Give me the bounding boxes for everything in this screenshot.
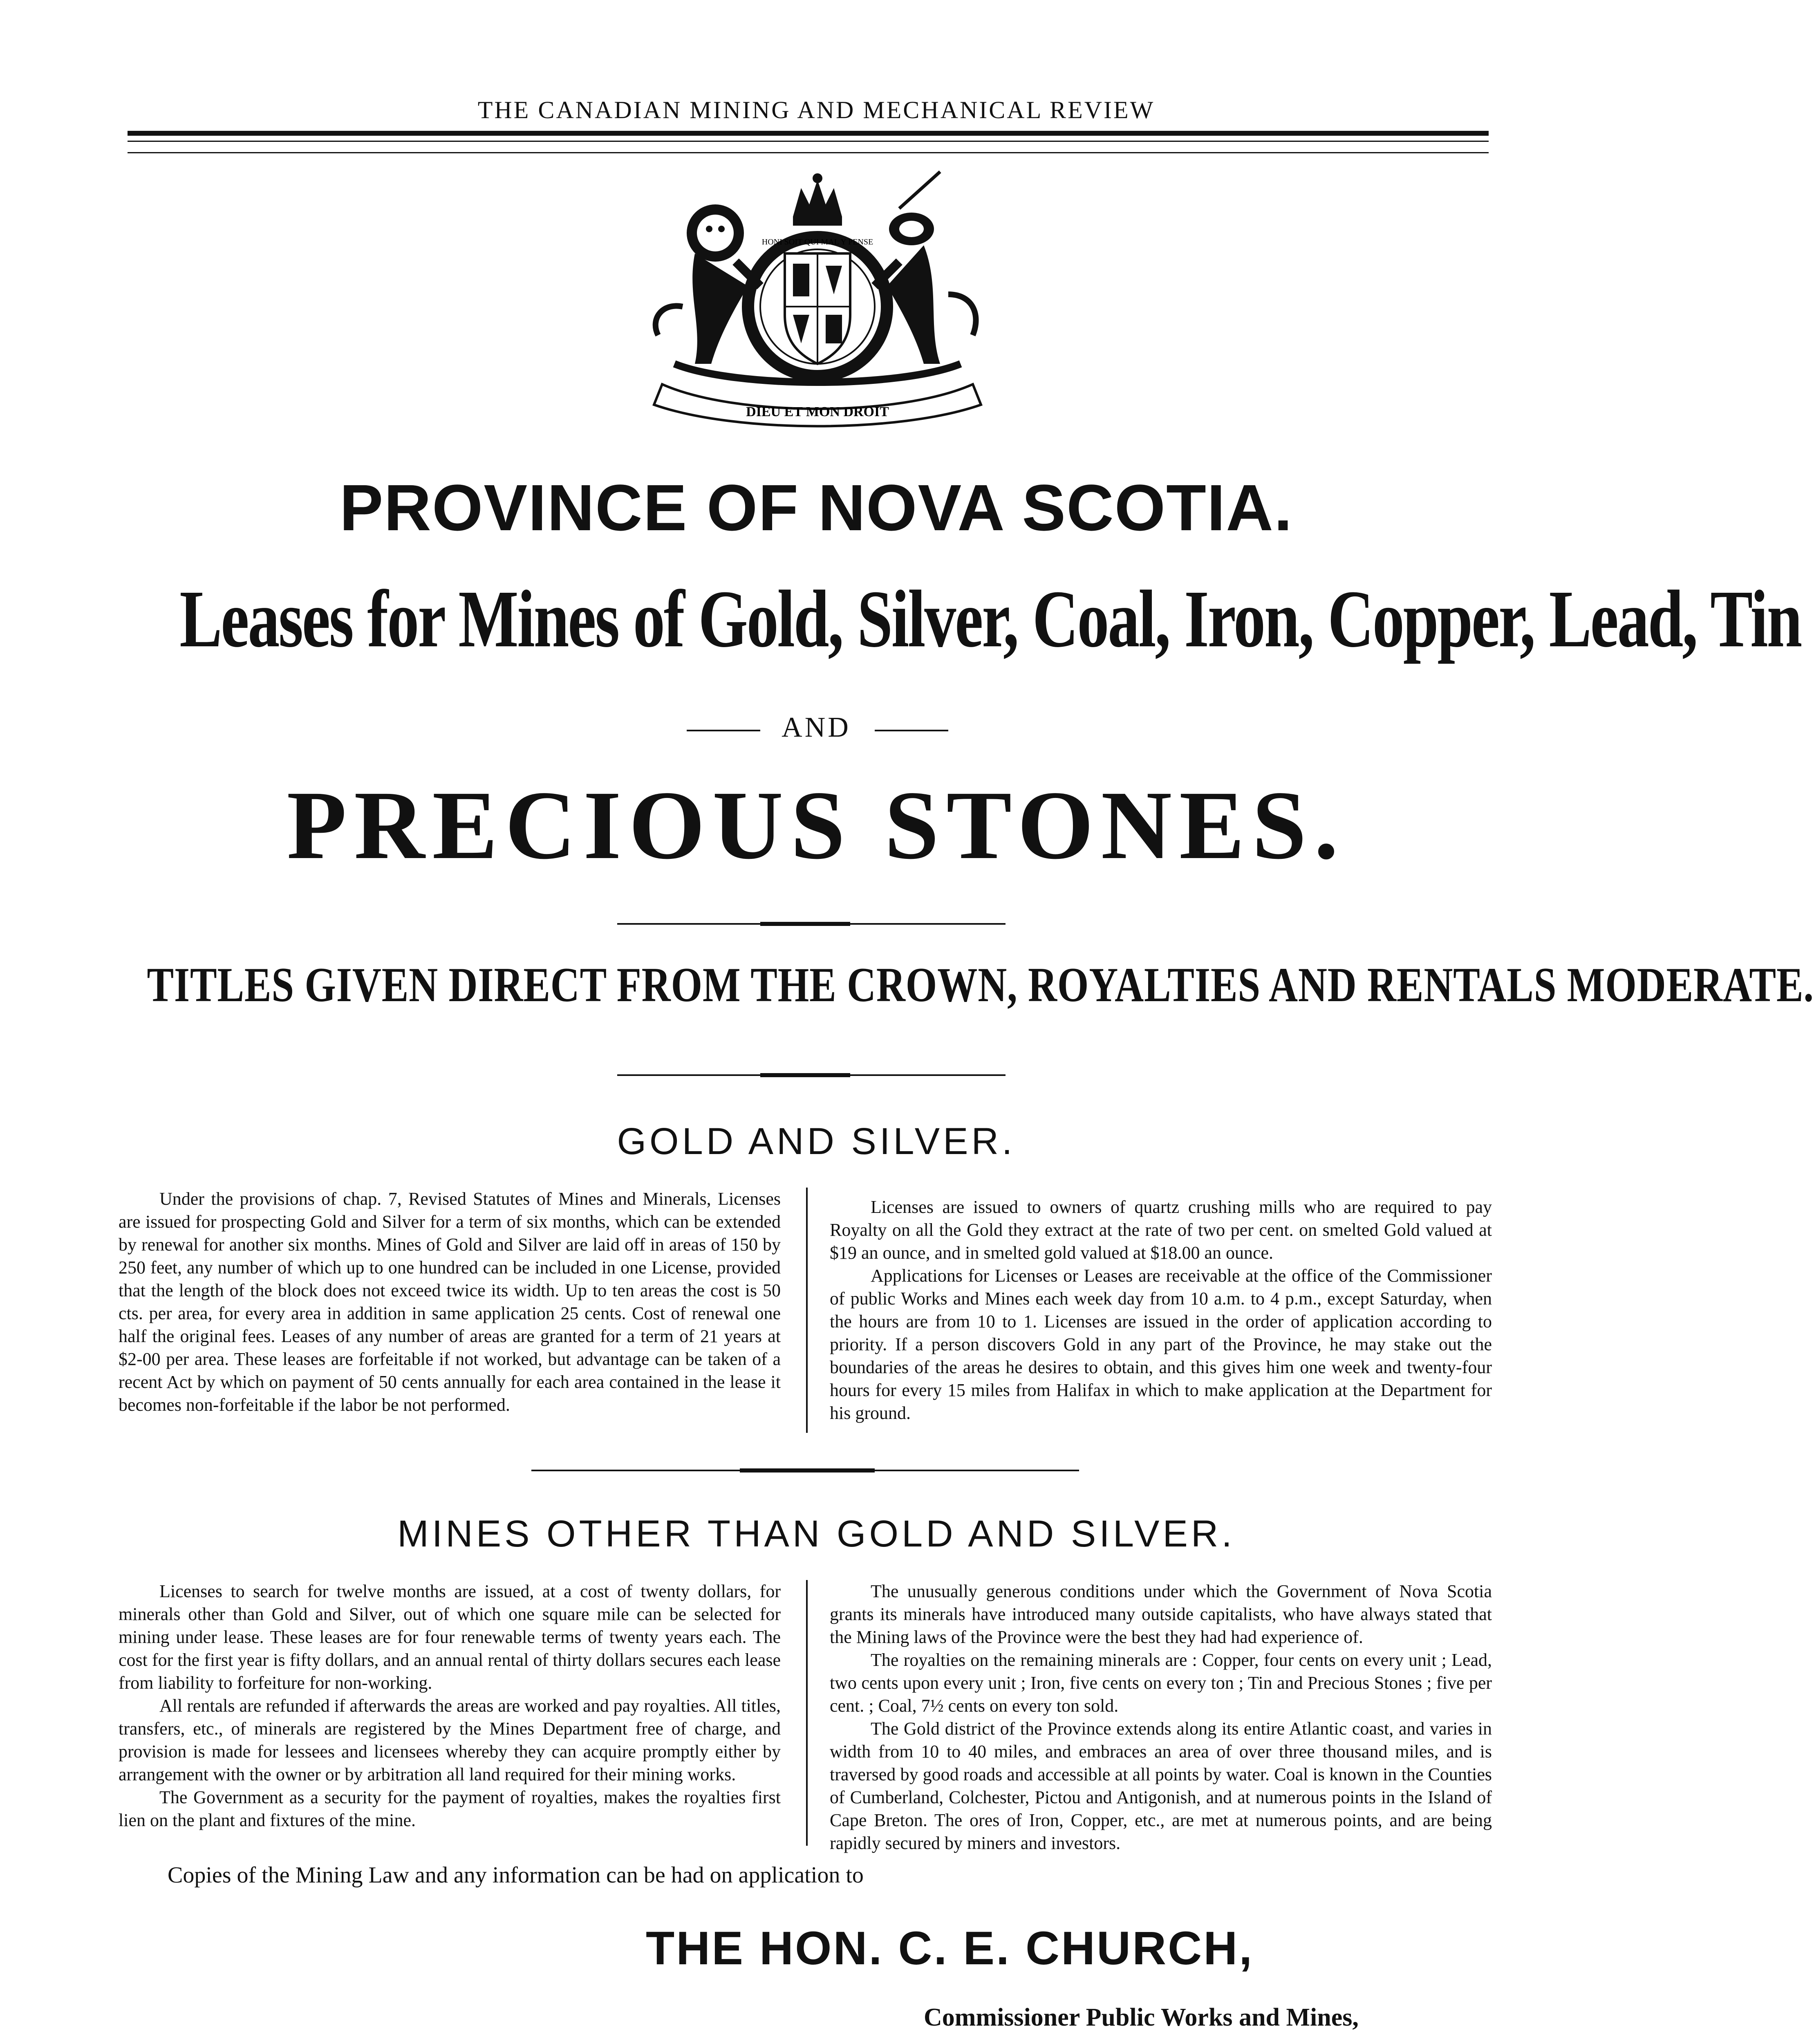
gold-silver-left-paragraph: Under the provisions of chap. 7, Revised Statutes of Mines and Minerals, Licenses are issued for prospecting Gold and Silver for a term of six months, which can be extended by renewal for another six months. Mines of Gold and Silver are laid off in areas of 150 by 250 feet, any number of which up to one hundred can be included in one License, provided that the length of the block does not exceed twice its width. Up to ten areas the cost is 50 cts. per area, for every area in addition in same application 25 cents. Cost of renewal one half the original fees. Leases of any number of areas are granted for a term of 21 years at $2-00 per area. These leases are forfeitable if not worked, but advantage can be taken of a recent Act by which on payment of 50 cents annually for each area contained in the lease it becomes non-forfeitable if the labor be not performed. <box>119 1189 781 1415</box>
column-divider-2 <box>806 1580 808 1846</box>
other-mines-left-paragraph: Licenses to search for twelve months are issued, at a cost of twenty dollars, for minerals other than Gold and Silver, out of which one square mile can be selected for mining under lease. These leases are for four renewable terms of twenty years each. The cost for the first year is fifty dollars, and an annual rental of thirty dollars secures each lease from liability to forfeiture for non-working. <box>119 1581 781 1693</box>
lion-supporter-icon <box>656 204 760 364</box>
heading-gold-silver: GOLD AND SILVER. <box>617 1121 1016 1162</box>
gold-silver-left-column <box>119 1188 781 1416</box>
gold-silver-right-column <box>830 1196 1492 1425</box>
other-mines-left-paragraph: The Government as a security for the payment of royalties, makes the royalties first lien on the plant and fixtures of the mine. <box>119 1787 781 1830</box>
commissioner-name: THE HON. C. E. CHURCH, <box>646 1922 1254 1975</box>
ornament-rule-3-center <box>740 1468 875 1472</box>
ornament-rule-2-center <box>760 1073 850 1077</box>
royal-coat-of-arms-icon <box>613 172 1022 433</box>
unicorn-supporter-icon <box>875 172 976 364</box>
crown-icon <box>793 173 842 226</box>
other-mines-right-column <box>830 1580 1492 1855</box>
running-header: THE CANADIAN MINING AND MECHANICAL REVIEW <box>477 96 1155 123</box>
title-leases: Leases for Mines of Gold, Silver, Coal, Iron, Copper, Lead, Tin <box>179 574 1801 664</box>
other-mines-right-paragraph: The Gold district of the Province extends along its entire Atlantic coast, and varies in width from 10 to 40 miles, and embraces an area of over three thousand miles, and is traversed by good roads and accessible at all points by water. Coal is known in the Counties of Cumberland, Colchester, Pictou and Antigonish, and at numerous points in the Island of Cape Breton. The ores of Iron, Copper, etc., are met at numerous points, and are being rapidly secured by miners and investors. <box>830 1719 1492 1853</box>
ornament-rule-1-center <box>760 922 850 926</box>
other-mines-left-paragraph: All rentals are refunded if afterwards the areas are worked and pay royalties. All titles, transfers, etc., of minerals are registered by the Mines Department free of charge, and provision is made for lessees and licensees whereby they can acquire promptly either by arrangement with the owner or by arbitration all land required for their mining works. <box>119 1696 781 1784</box>
column-divider-1 <box>806 1188 808 1433</box>
heading-other-mines: MINES OTHER THAN GOLD AND SILVER. <box>397 1513 1235 1555</box>
header-rule-thin-2 <box>128 152 1489 153</box>
copies-note: Copies of the Mining Law and any information can be had on application to <box>168 1862 864 1888</box>
other-mines-left-column <box>119 1580 781 1832</box>
gold-silver-right-paragraph: Licenses are issued to owners of quartz crushing mills who are required to pay Royalty on all the Gold they extract at the rate of two per cent. on smelted Gold valued at $19 an ounce, and in smelted gold valued at $18.00 an ounce. <box>830 1197 1492 1263</box>
and-rule-right <box>875 730 948 731</box>
and-connector: AND <box>782 712 851 743</box>
title-province: PROVINCE OF NOVA SCOTIA. <box>339 471 1293 544</box>
header-rule-thick <box>128 131 1489 136</box>
gold-silver-right-paragraph: Applications for Licenses or Leases are receivable at the office of the Commissioner of public Works and Mines each week day from 10 a.m. to 4 p.m., except Saturday, when the hours are from 10 to 1. Licenses are issued in the order of application according to priority. If a person discovers Gold in any part of the Province, he may stake out the boundaries of the areas he desires to obtain, and this gives him one week and twenty-four hours for every 15 miles from Halifax in which to make application at the Department for his ground. <box>830 1266 1492 1423</box>
garter-motto-text: HONI SOIT QUI MAL Y PENSE <box>761 238 873 247</box>
subtitle-titles: TITLES GIVEN DIRECT FROM THE CROWN, ROYALTIES AND RENTALS MODERATE. <box>147 957 1814 1012</box>
motto-ribbon-text: DIEU ET MON DROIT <box>746 404 889 419</box>
header-rule-thin <box>128 141 1489 142</box>
shield-icon <box>748 237 887 376</box>
other-mines-right-paragraph: The unusually generous conditions under which the Government of Nova Scotia grants its minerals have introduced many outside capitalists, who have always stated that the Mining laws of the Province were the best they had had experience of. <box>830 1581 1492 1647</box>
commissioner-title: Commissioner Public Works and Mines, <box>924 2004 1359 2031</box>
title-precious-stones: PRECIOUS STONES. <box>287 771 1346 879</box>
other-mines-right-paragraph: The royalties on the remaining minerals are : Copper, four cents on every unit ; Lead, two cents upon every unit ; Iron, five cents on every ton ; Tin and Precious Stones ; five per cent. ; Coal, 7½ cents on every ton sold. <box>830 1650 1492 1716</box>
